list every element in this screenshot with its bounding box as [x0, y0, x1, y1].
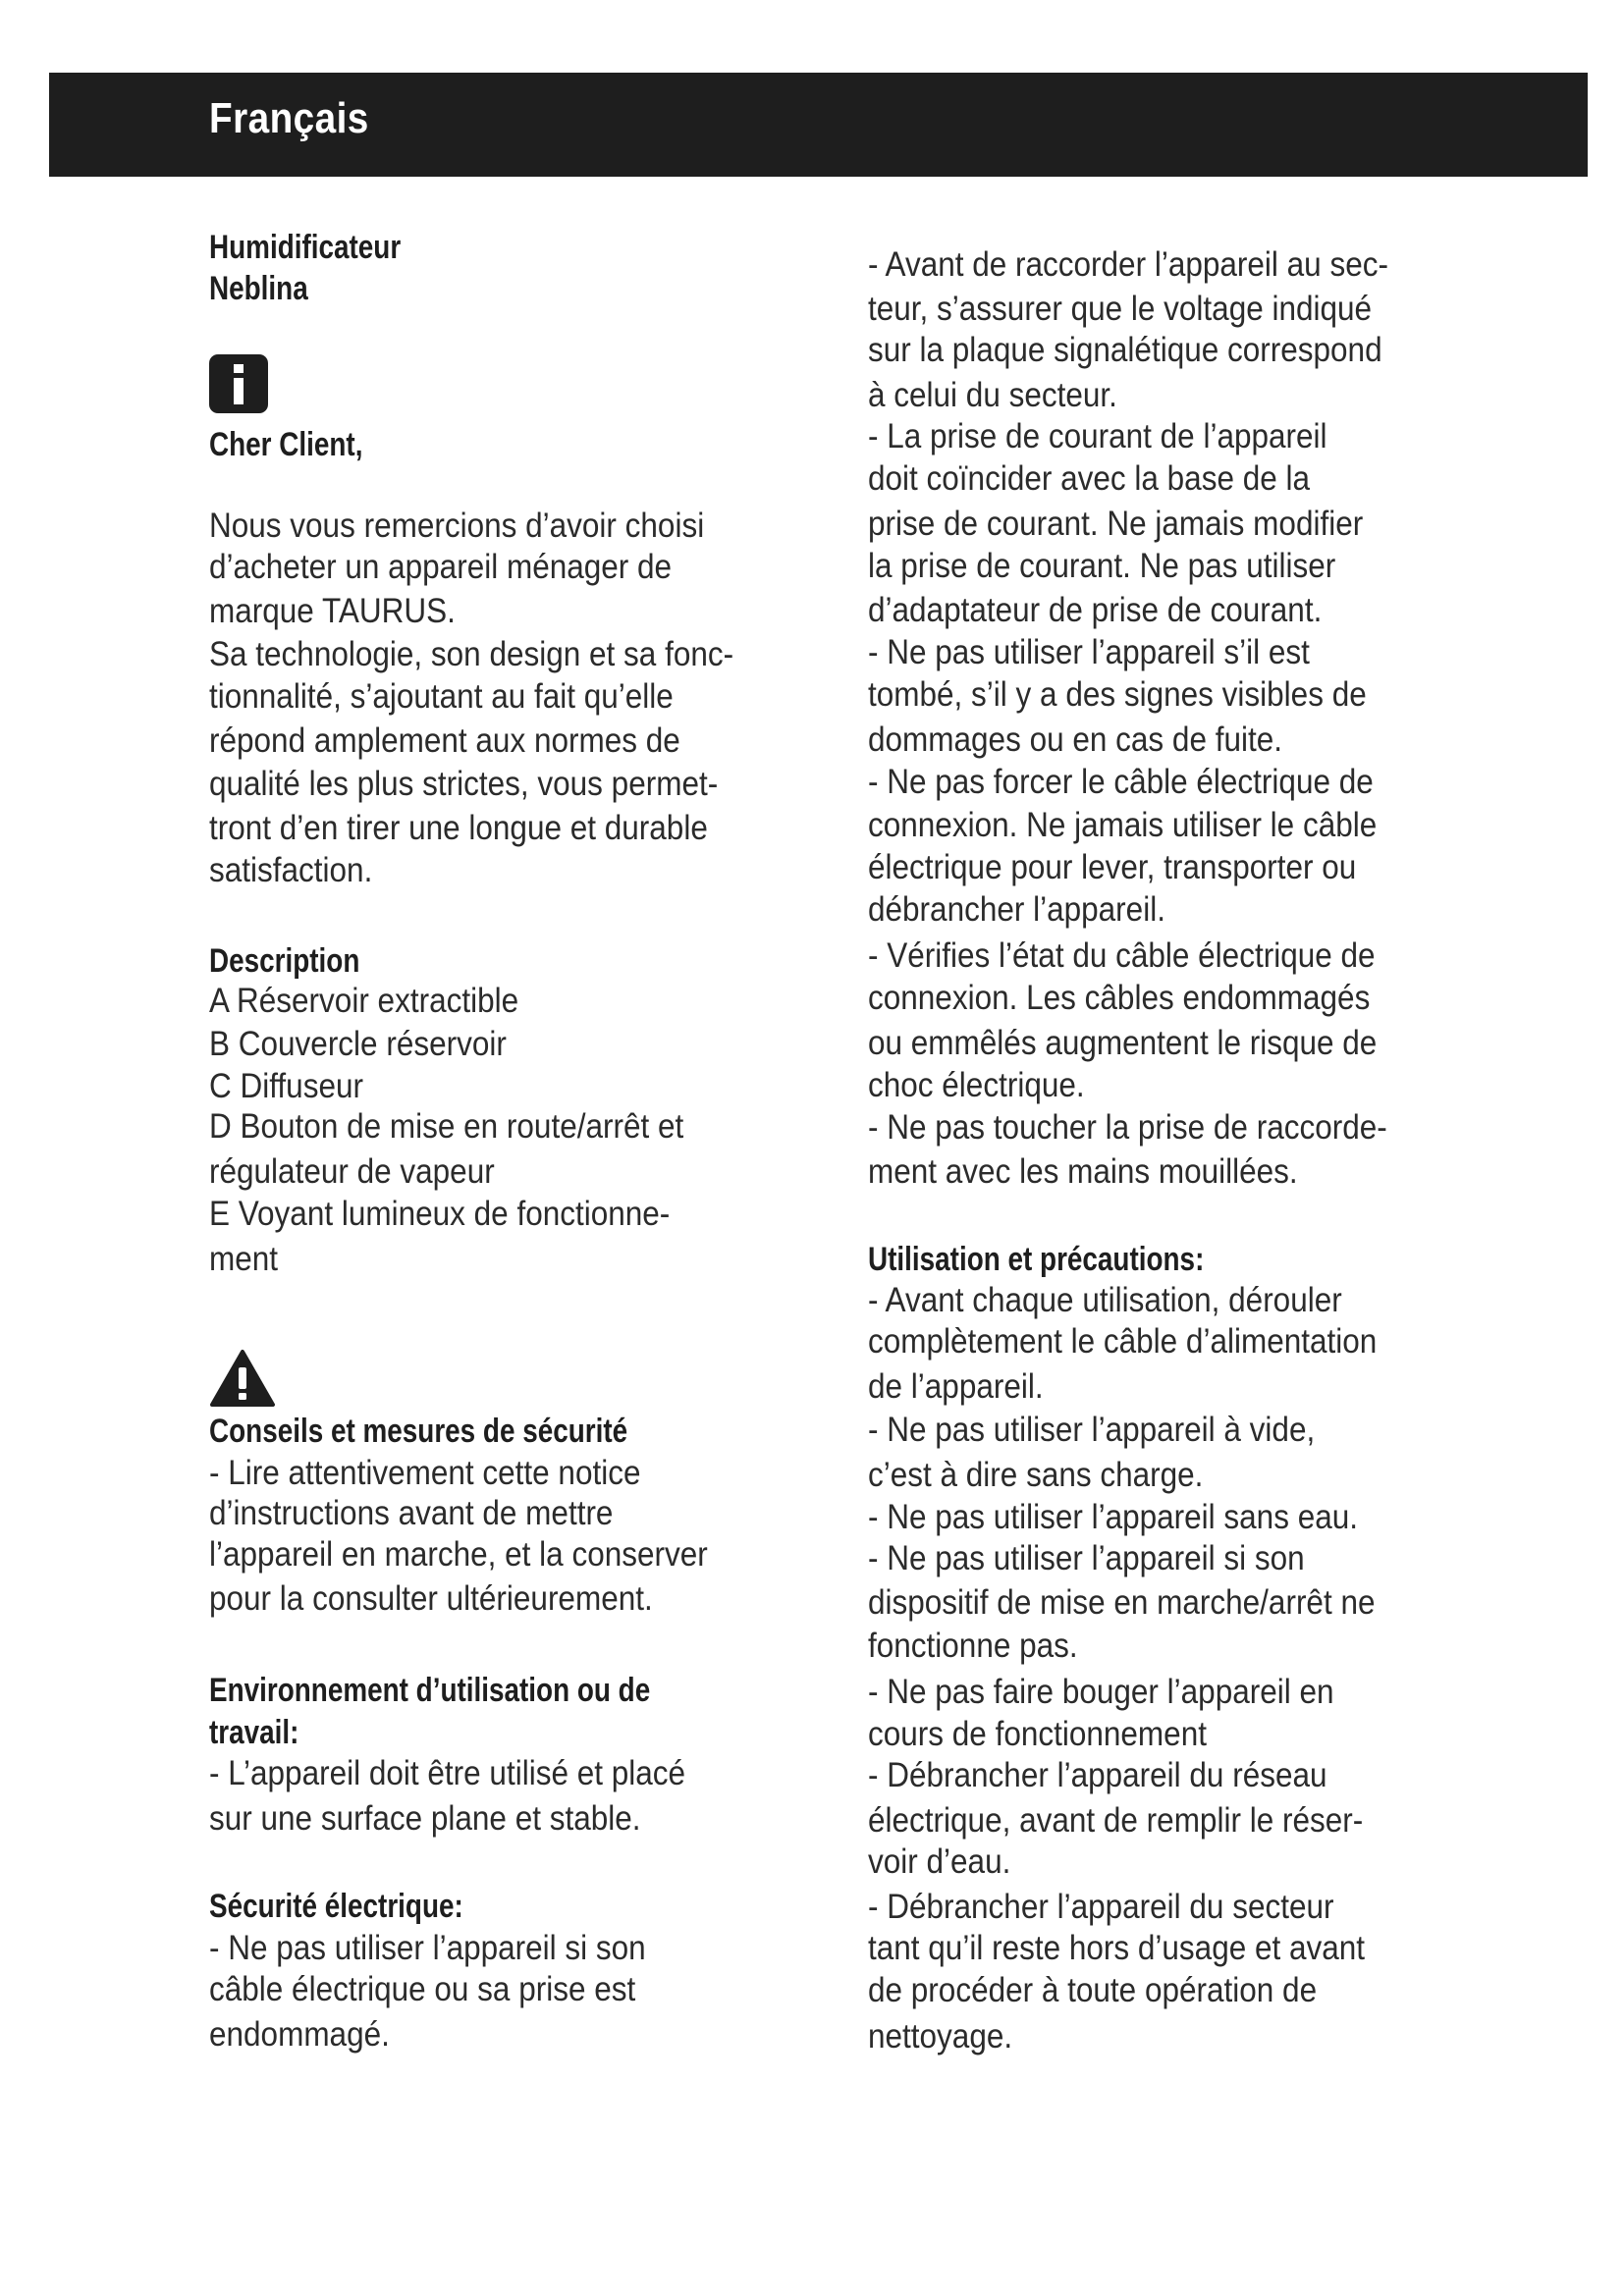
electrical-line: électrique pour lever, transporter ou: [868, 848, 1357, 886]
intro-line: satisfaction.: [209, 851, 373, 889]
electrical-line: teur, s’assurer que le voltage indiqué: [868, 290, 1373, 328]
electrical-line: - Ne pas forcer le câble électrique de: [868, 763, 1374, 801]
intro-line: répond amplement aux normes de: [209, 721, 680, 760]
safety-line: pour la consulter ultérieurement.: [209, 1579, 653, 1618]
environment-line: - L’appareil doit être utilisé et placé: [209, 1754, 686, 1792]
usage-line: fonctionne pas.: [868, 1627, 1078, 1665]
usage-line: - Avant chaque utilisation, dérouler: [868, 1281, 1342, 1319]
electrical-line: - Ne pas utiliser l’appareil s’il est: [868, 633, 1310, 671]
intro-line: tionnalité, s’ajoutant au fait qu’elle: [209, 677, 674, 716]
intro-line: marque TAURUS.: [209, 592, 456, 630]
usage-line: - Ne pas faire bouger l’appareil en: [868, 1673, 1334, 1711]
intro-line: Sa technologie, son design et sa fonc-: [209, 635, 734, 673]
intro-line: qualité les plus strictes, vous permet-: [209, 765, 719, 803]
usage-line: électrique, avant de remplir le réser-: [868, 1801, 1364, 1840]
electrical-line: - La prise de courant de l’appareil: [868, 417, 1327, 455]
usage-line: - Débrancher l’appareil du secteur: [868, 1888, 1334, 1926]
product-title-line-2: Neblina: [209, 270, 308, 307]
usage-line: cours de fonctionnement: [868, 1715, 1207, 1753]
language-title: Français: [209, 94, 369, 142]
electrical-line: - Ne pas toucher la prise de raccorde-: [868, 1108, 1387, 1147]
usage-line: - Ne pas utiliser l’appareil si son: [868, 1539, 1305, 1577]
description-item: C Diffuseur: [209, 1067, 363, 1105]
usage-line: c’est à dire sans charge.: [868, 1456, 1204, 1494]
usage-line: - Débrancher l’appareil du réseau: [868, 1756, 1327, 1794]
electrical-line: prise de courant. Ne jamais modifier: [868, 505, 1364, 543]
safety-line: l’appareil en marche, et la conserver: [209, 1535, 708, 1574]
greeting: Cher Client,: [209, 426, 363, 463]
electrical-line: tombé, s’il y a des signes visibles de: [868, 675, 1367, 714]
description-item: régulateur de vapeur: [209, 1152, 495, 1191]
electrical-heading: Sécurité électrique:: [209, 1888, 463, 1925]
product-title-line-1: Humidificateur: [209, 229, 402, 266]
electrical-line: choc électrique.: [868, 1066, 1085, 1104]
warning-icon: [209, 1349, 276, 1408]
description-item: E Voyant lumineux de fonctionne-: [209, 1195, 671, 1233]
safety-line: d’instructions avant de mettre: [209, 1494, 614, 1532]
usage-line: dispositif de mise en marche/arrêt ne: [868, 1583, 1376, 1622]
description-item: B Couvercle réservoir: [209, 1025, 507, 1063]
usage-line: voir d’eau.: [868, 1842, 1011, 1881]
electrical-line: câble électrique ou sa prise est: [209, 1970, 636, 2008]
language-header-bar: [49, 73, 1588, 177]
usage-heading: Utilisation et précautions:: [868, 1241, 1205, 1278]
electrical-line: connexion. Les câbles endommagés: [868, 979, 1371, 1017]
intro-line: d’acheter un appareil ménager de: [209, 548, 673, 586]
electrical-line: débrancher l’appareil.: [868, 890, 1165, 929]
intro-line: tront d’en tirer une longue et durable: [209, 809, 708, 847]
electrical-line: ou emmêlés augmentent le risque de: [868, 1024, 1378, 1062]
environment-heading: Environnement d’utilisation ou de: [209, 1672, 651, 1709]
electrical-line: d’adaptateur de prise de courant.: [868, 591, 1323, 629]
electrical-line: - Ne pas utiliser l’appareil si son: [209, 1929, 646, 1967]
electrical-line: doit coïncider avec la base de la: [868, 459, 1311, 498]
environment-line: sur une surface plane et stable.: [209, 1799, 641, 1838]
description-heading: Description: [209, 942, 360, 980]
electrical-line: ment avec les mains mouillées.: [868, 1152, 1298, 1191]
electrical-line: - Avant de raccorder l’appareil au sec-: [868, 245, 1388, 284]
description-item: D Bouton de mise en route/arrêt et: [209, 1107, 684, 1146]
description-item: ment: [209, 1240, 279, 1278]
info-icon: [209, 354, 268, 413]
electrical-line: connexion. Ne jamais utiliser le câble: [868, 806, 1378, 844]
usage-line: complètement le câble d’alimentation: [868, 1322, 1378, 1361]
electrical-line: à celui du secteur.: [868, 376, 1117, 414]
environment-heading: travail:: [209, 1714, 299, 1751]
safety-heading: Conseils et mesures de sécurité: [209, 1413, 628, 1450]
usage-line: nettoyage.: [868, 2017, 1013, 2056]
electrical-line: endommagé.: [209, 2015, 390, 2054]
usage-line: - Ne pas utiliser l’appareil sans eau.: [868, 1498, 1359, 1536]
intro-line: Nous vous remercions d’avoir choisi: [209, 507, 705, 545]
electrical-line: sur la plaque signalétique correspond: [868, 331, 1382, 369]
usage-line: de procéder à toute opération de: [868, 1971, 1318, 2009]
electrical-line: dommages ou en cas de fuite.: [868, 721, 1283, 759]
usage-line: - Ne pas utiliser l’appareil à vide,: [868, 1411, 1316, 1449]
safety-line: - Lire attentivement cette notice: [209, 1454, 641, 1492]
electrical-line: la prise de courant. Ne pas utiliser: [868, 547, 1336, 585]
usage-line: tant qu’il reste hors d’usage et avant: [868, 1929, 1366, 1967]
usage-line: de l’appareil.: [868, 1367, 1044, 1406]
description-item: A Réservoir extractible: [209, 982, 519, 1020]
electrical-line: - Vérifies l’état du câble électrique de: [868, 936, 1376, 975]
